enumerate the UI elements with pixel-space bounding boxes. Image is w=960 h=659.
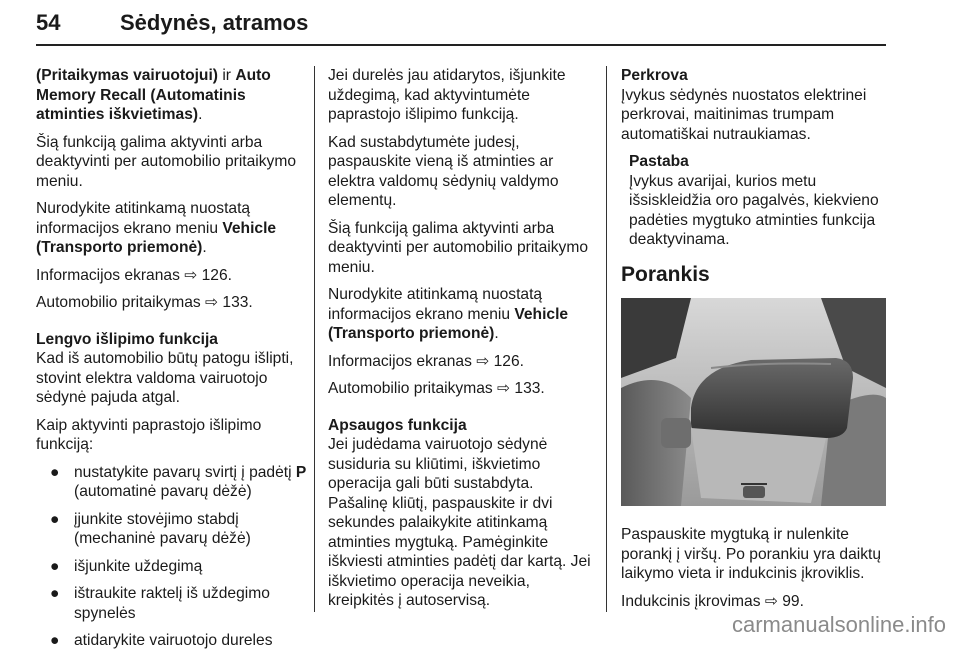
cross-reference[interactable]: Automobilio pritaikymas ⇨ 133. <box>36 294 253 311</box>
chapter-title: Sėdynės, atramos <box>120 10 309 35</box>
text: ištraukite raktelį iš uždegimo spynelės <box>74 585 270 622</box>
text: . <box>494 325 499 342</box>
section-heading: Lengvo išlipimo funkcija <box>36 330 218 348</box>
list-item <box>36 631 308 651</box>
paragraph <box>328 285 593 344</box>
paragraph: Kad sustabdytumėte judesį, paspauskite vieną iš atminties ar elektra valdomų sėdynių valdymo elementų. <box>328 133 559 209</box>
text: nustatykite pavarų svirtį į padėtį <box>74 463 296 481</box>
text: įjunkite stovėjimo stabdį (mechaninė pavarų dėžė) <box>74 510 251 547</box>
cross-reference[interactable]: Informacijos ekranas ⇨ 126. <box>36 266 232 284</box>
text: atidarykite vairuotojo dureles <box>74 632 273 649</box>
column-divider-1 <box>314 66 315 612</box>
bold-term: Vehicle (Transporto priemonė) <box>328 305 569 342</box>
paragraph: Jei durelės jau atidarytos, išjunkite uždegimą, kad aktyvintumėte paprastojo išlipimo funkciją. <box>328 67 566 123</box>
bold-term: P <box>295 463 307 481</box>
note-title: Pastaba <box>629 153 689 170</box>
paragraph: Įvykus sėdynės nuostatos elektrinei perkrovai, maitinimas trumpam automatiškai nutraukiamas. <box>621 86 867 143</box>
bullet-icon: ● <box>50 557 60 575</box>
list-item <box>36 510 308 549</box>
section-title: Porankis <box>621 262 710 286</box>
page-number: 54 <box>36 10 61 35</box>
cross-reference[interactable]: Informacijos ekranas ⇨ 126. <box>328 352 524 370</box>
text: (automatinė pavarų dėžė) <box>74 483 252 500</box>
note-box <box>621 152 886 250</box>
text: Nurodykite atitinkamą nuostatą informacijos ekrano meniu <box>36 200 251 237</box>
armrest-photo <box>621 298 886 506</box>
text: Nurodykite atitinkamą nuostatą informacijos ekrano meniu <box>328 286 543 323</box>
text: ir <box>217 67 236 84</box>
section-heading: Apsaugos funkcija <box>328 416 467 434</box>
bullet-icon: ● <box>50 632 60 649</box>
bold-term: (Pritaikymas vairuotojui) <box>36 67 218 84</box>
note-text: Įvykus avarijai, kurios metu išsiskleidžia oro pagalvės, kiekvieno padėties mygtuko atminties funkcija deaktyvinama. <box>629 172 879 248</box>
list-item <box>36 557 308 577</box>
column-2 <box>328 66 593 619</box>
text: . <box>198 106 203 123</box>
column-1 <box>36 66 308 659</box>
text: išjunkite uždegimą <box>74 557 203 575</box>
bold-term: Auto Memory Recall (Automatinis atminties iškvietimas) <box>36 67 271 123</box>
bold-term: Vehicle (Transporto priemonė) <box>36 219 277 256</box>
bullet-icon: ● <box>50 463 60 481</box>
column-divider-2 <box>606 66 607 612</box>
list-item <box>36 584 308 623</box>
paragraph <box>36 199 308 258</box>
text: . <box>202 239 207 256</box>
cross-reference[interactable]: Indukcinis įkrovimas ⇨ 99. <box>621 592 804 610</box>
paragraph: Kad iš automobilio būtų patogu išlipti, stovint elektra valdoma vairuotojo sėdynė pajuda atgal. <box>36 350 294 406</box>
paragraph: Paspauskite mygtuką ir nulenkite porankį į viršų. Po porankiu yra daiktų laikymo vieta ir indukcinis įkroviklis. <box>621 526 882 582</box>
paragraph <box>36 66 308 125</box>
paragraph: Šią funkciją galima aktyvinti arba deaktyvinti per automobilio pritaikymo meniu. <box>36 133 297 190</box>
page-header <box>36 8 886 46</box>
column-3 <box>621 66 886 619</box>
bullet-list <box>36 463 308 651</box>
paragraph: Kaip aktyvinti paprastojo išlipimo funkciją: <box>36 416 262 453</box>
bullet-icon: ● <box>50 585 60 602</box>
header-rule <box>36 44 886 46</box>
cross-reference[interactable]: Automobilio pritaikymas ⇨ 133. <box>328 380 545 397</box>
section-heading: Perkrova <box>621 67 688 84</box>
list-item <box>36 463 308 502</box>
paragraph: Šią funkciją galima aktyvinti arba deaktyvinti per automobilio pritaikymo meniu. <box>328 219 589 276</box>
paragraph: Jei judėdama vairuotojo sėdynė susiduria su kliūtimi, iškvietimo operacija gali būti sustabdyta. Pašalinę kliūtį, paspauskite ir dvi sekundes palaikykite atitinkamą atminties mygtuką. Pamėginkite iškviesti atminties padėtį dar kartą. Jei iškvietimo operacija neveikia, kreipkitės į autoservisą. <box>328 436 591 609</box>
bullet-icon: ● <box>50 510 60 528</box>
watermark: carmanualsonline.info <box>731 612 946 637</box>
